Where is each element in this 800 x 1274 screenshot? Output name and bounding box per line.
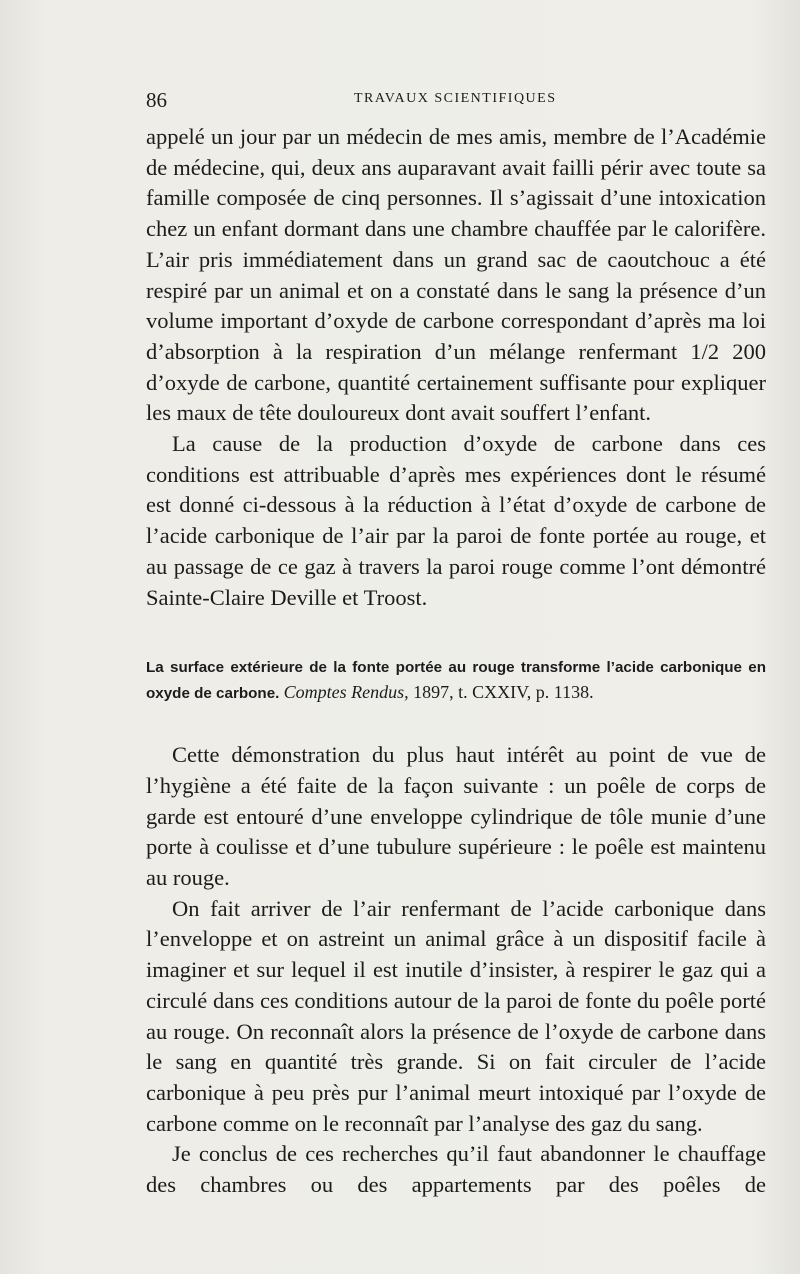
paragraph-1: appelé un jour par un médecin de mes amis, membre de l’Académie de médecine, qui, deux ans auparavant avait failli périr avec toute sa famille composée de cinq personnes. Il s’agissait d’une intoxication chez un enfant dormant dans une chambre chauffée par le calorifère. L’air pris immédiatement dans un grand sac de caoutchouc a été respiré par un animal et on a constaté dans le sang la présence d’un volume important d’oxyde de carbone correspondant d’après ma loi d’absorption à la respiration d’un mélange renfermant 1/2 200 d’oxyde de carbone, quantité certainement suffisante pour expliquer les maux de tête douloureux dont avait souffert l’enfant. <box>146 124 766 426</box>
section-heading-reference <box>284 682 594 702</box>
reference-journal: Comptes Rendus, <box>283 682 409 703</box>
paragraph-2: La cause de la production d’oxyde de carbone dans ces conditions est attribuable d’après mes expériences dont le résumé est donné ci-dessous à la réduction à l’état d’oxyde de carbone de l’acide carbonique de l’air par la paroi de fonte portée au rouge, et au passage de ce gaz à travers la paroi rouge comme l’ont démontré Sainte-Claire Deville et Troost. <box>146 431 766 610</box>
running-head: TRAVAUX SCIENTIFIQUES <box>354 91 557 106</box>
body-text <box>146 122 766 1201</box>
reference-details: 1897, t. CXXIV, p. 1138. <box>413 682 594 703</box>
page-header <box>146 88 766 118</box>
paragraph-3: Cette démonstration du plus haut intérêt au point de vue de l’hygiène a été faite de la façon suivante : un poêle de corps de garde est entouré d’une enveloppe cylindrique de tôle munie d’une porte à coulisse et d’une tubulure supérieure : le poêle est maintenu au rouge. <box>146 742 766 891</box>
paragraph-5: Je conclus de ces recherches qu’il faut abandonner le chauffage des chambres ou des appartements par des poêles de <box>146 1141 766 1198</box>
paragraph-4: On fait arriver de l’air renfermant de l’acide carbonique dans l’enveloppe et on astreint un animal grâce à un dispositif facile à imaginer et sur lequel il est inutile d’insister, à respirer le gaz qui a circulé dans ces conditions autour de la paroi de fonte du poêle porté au rouge. On reconnaît alors la présence de l’oxyde de carbone dans le sang en quantité très grande. Si on fait circuler de l’acide carbonique à peu près pur l’animal meurt intoxiqué par l’oxyde de carbone comme on le reconnaît par l’analyse des gaz du sang. <box>146 895 766 1136</box>
page-number: 86 <box>146 88 167 112</box>
section-heading <box>146 656 766 706</box>
section-heading-title: La surface extérieure de la fonte portée au rouge transforme l’acide carbonique en oxyde de carbone. <box>146 659 766 703</box>
